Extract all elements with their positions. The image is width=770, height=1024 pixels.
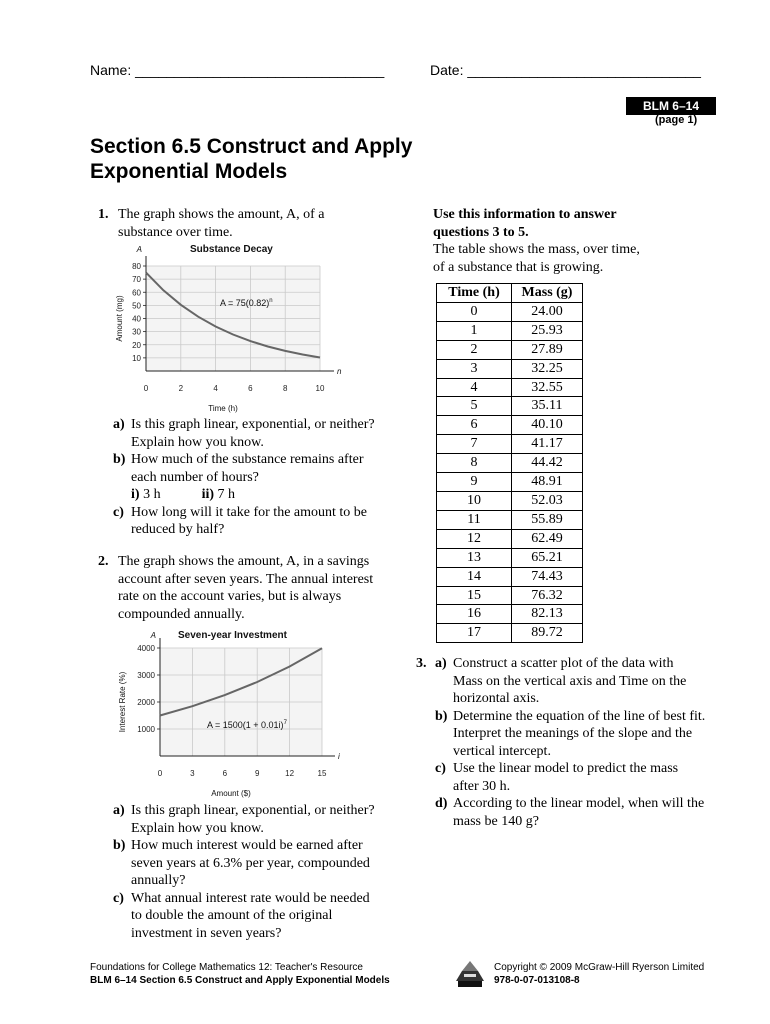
y-tick-label: 2000 (137, 698, 155, 707)
time-cell: 2 (437, 340, 512, 359)
y-axis-letter: A (150, 631, 156, 640)
x-tick-label: 8 (282, 384, 288, 393)
mass-cell: 44.42 (512, 454, 583, 473)
x-tick-label: 2 (178, 384, 184, 393)
mass-cell: 48.91 (512, 473, 583, 492)
mass-cell: 82.13 (512, 605, 583, 624)
column-header-mass: Mass (g) (512, 284, 583, 303)
time-cell: 10 (437, 491, 512, 510)
info-text-2: of a substance that is growing. (433, 259, 604, 275)
footer-book-title: Foundations for College Mathematics 12: Teacher's Resource (90, 962, 363, 973)
time-cell: 0 (437, 302, 512, 321)
y-tick-label: 1000 (137, 725, 155, 734)
table-row (437, 548, 583, 567)
equation-label (220, 298, 273, 308)
footer-blm-title: BLM 6–14 Section 6.5 Construct and Apply Exponential Models (90, 975, 390, 986)
table-row (437, 435, 583, 454)
table-row (437, 359, 583, 378)
time-cell: 4 (437, 378, 512, 397)
time-cell: 15 (437, 586, 512, 605)
equation-base: A = 1500(1 + 0.01i) (207, 720, 284, 730)
mass-cell: 89.72 (512, 624, 583, 643)
y-tick-label: 50 (132, 301, 141, 311)
question-1 (98, 206, 378, 241)
q1b-ii-text: 7 h (217, 487, 236, 502)
info-heading-1: Use this information to answer (433, 207, 617, 222)
table-row (437, 529, 583, 548)
mass-cell: 40.10 (512, 416, 583, 435)
time-cell: 17 (437, 624, 512, 643)
table-row (437, 340, 583, 359)
question-1-number: 1. (98, 207, 109, 222)
table-row (437, 491, 583, 510)
time-cell: 9 (437, 473, 512, 492)
q1b-ii-label: ii) (201, 487, 215, 502)
question-1-text: The graph shows the amount, A, of a substance over time. (118, 207, 325, 240)
mass-cell: 27.89 (512, 340, 583, 359)
x-tick-label: 3 (190, 769, 195, 778)
question-2 (98, 553, 378, 623)
q3b-label: b) (435, 708, 448, 724)
info-block (433, 206, 693, 276)
time-cell: 11 (437, 510, 512, 529)
q3c-text: Use the linear model to predict the mass after 30 h. (453, 761, 679, 794)
time-cell: 3 (437, 359, 512, 378)
title-line-2: Exponential Models (90, 160, 288, 183)
q3a-text: Construct a scatter plot of the data with Mass on the vertical axis and Time on the horizontal axis. (453, 656, 687, 706)
q3d-text: According to the linear model, when will the mass be 140 g? (453, 796, 705, 829)
mass-cell: 32.25 (512, 359, 583, 378)
x-tick-label: 6 (248, 384, 253, 393)
q2a-label: a) (113, 803, 125, 818)
y-tick-label: 80 (132, 262, 141, 271)
table-row (437, 586, 583, 605)
time-cell: 5 (437, 397, 512, 416)
substance-decay-chart (100, 238, 360, 416)
question-1-parts (113, 416, 378, 539)
chart-title: Seven-year Investment (178, 630, 287, 641)
info-text-1: The table shows the mass, over time, (433, 242, 640, 257)
time-cell: 14 (437, 567, 512, 586)
table-row (437, 378, 583, 397)
x-axis-letter: n (337, 367, 342, 376)
q1b-text: How much of the substance remains after each number of hours? (131, 452, 364, 485)
q2b-text: How much interest would be earned after seven years at 6.3% per year, compounded annually? (131, 838, 370, 888)
table-row (437, 473, 583, 492)
equation-exponent: 7 (283, 720, 287, 726)
x-axis-letter: i (338, 752, 340, 761)
table-row (437, 397, 583, 416)
x-axis-label: Amount ($) (211, 789, 251, 798)
q1a-text: Is this graph linear, exponential, or neither? Explain how you know. (131, 417, 375, 450)
q3a-label: a) (435, 656, 447, 671)
mass-cell: 55.89 (512, 510, 583, 529)
blm-badge: BLM 6–14 (626, 97, 716, 115)
mass-cell: 32.55 (512, 378, 583, 397)
table-row (437, 624, 583, 643)
mass-cell: 24.00 (512, 302, 583, 321)
q3c-label: c) (435, 761, 446, 776)
mass-cell: 65.21 (512, 548, 583, 567)
y-tick-label: 40 (132, 314, 141, 324)
page-number: (page 1) (655, 114, 698, 126)
x-tick-label: 6 (222, 769, 228, 778)
x-tick-label: 10 (315, 384, 325, 393)
y-tick-label: 70 (132, 275, 141, 285)
q3b-text: Determine the equation of the line of best fit. Interpret the meanings of the slope and the vertical intercept. (453, 708, 706, 759)
question-3 (416, 655, 706, 830)
table-row (437, 302, 583, 321)
time-cell: 13 (437, 548, 512, 567)
seven-year-investment-chart (100, 624, 360, 800)
x-axis-label: Time (h) (208, 404, 238, 413)
title-line-1: Section 6.5 Construct and Apply (90, 135, 413, 158)
mass-cell: 25.93 (512, 321, 583, 340)
x-tick-label: 12 (285, 769, 295, 778)
q2c-label: c) (113, 890, 124, 906)
table-row (437, 454, 583, 473)
footer-isbn: 978-0-07-013108-8 (494, 975, 580, 986)
q1a-label: a) (113, 417, 125, 432)
q2c-text: What annual interest rate would be needed to double the amount of the original investment in seven years? (131, 890, 370, 941)
mass-table (436, 283, 583, 643)
time-cell: 1 (437, 321, 512, 340)
q1c-label: c) (113, 504, 124, 520)
q2a-text: Is this graph linear, exponential, or neither? Explain how you know. (131, 803, 375, 836)
mass-cell: 74.43 (512, 567, 583, 586)
question-2-number: 2. (98, 554, 109, 569)
x-tick-label: 4 (213, 384, 218, 393)
time-cell: 8 (437, 454, 512, 473)
q2b-label: b) (113, 838, 126, 853)
y-axis-label: Interest Rate (%) (118, 671, 127, 733)
y-axis-letter: A (136, 245, 142, 254)
page-title (90, 134, 412, 184)
time-cell: 12 (437, 529, 512, 548)
chart-title: Substance Decay (190, 244, 273, 255)
q3d-label: d) (435, 796, 448, 811)
x-tick-label: 9 (254, 769, 260, 778)
footer-copyright: Copyright © 2009 McGraw-Hill Ryerson Limited (494, 962, 705, 973)
table-row (437, 605, 583, 624)
y-tick-label: 60 (132, 288, 141, 298)
time-cell: 6 (437, 416, 512, 435)
table-row (437, 567, 583, 586)
y-tick-label: 30 (132, 327, 141, 337)
y-tick-label: 10 (132, 353, 141, 363)
q1b-i-text: 3 h (143, 487, 161, 502)
table-row (437, 321, 583, 340)
date-field-label: Date: ______________________________ (430, 62, 701, 78)
column-header-time: Time (h) (437, 284, 512, 303)
mass-cell: 35.11 (512, 397, 583, 416)
time-cell: 7 (437, 435, 512, 454)
question-3-number: 3. (416, 656, 427, 671)
y-tick-label: 20 (132, 340, 141, 350)
x-tick-label: 15 (317, 769, 327, 778)
table-row (437, 416, 583, 435)
mass-cell: 76.32 (512, 586, 583, 605)
q1b-label: b) (113, 452, 126, 467)
name-field-label: Name: ________________________________ (90, 62, 385, 78)
info-heading-2: questions 3 to 5. (433, 224, 529, 240)
y-axis-label: Amount (mg) (115, 295, 124, 342)
q1b-i-label: i) (131, 487, 140, 502)
y-tick-label: 3000 (137, 671, 155, 680)
equation-exponent: n (269, 298, 273, 304)
publisher-logo-icon (452, 957, 488, 991)
mass-cell: 41.17 (512, 435, 583, 454)
table-header-row (437, 284, 583, 303)
q1c-text: How long will it take for the amount to be reduced by half? (131, 504, 368, 537)
equation-label (207, 720, 288, 730)
question-2-parts (113, 802, 378, 942)
equation-base: A = 75(0.82) (220, 298, 270, 308)
time-cell: 16 (437, 605, 512, 624)
question-2-text: The graph shows the amount, A, in a savings account after seven years. The annual interest rate on the account varies, but is always compounded annually. (118, 554, 374, 622)
y-tick-label: 4000 (137, 644, 155, 653)
mass-cell: 62.49 (512, 529, 583, 548)
mass-cell: 52.03 (512, 491, 583, 510)
table-row (437, 510, 583, 529)
x-tick-label: 0 (143, 384, 149, 393)
x-tick-label: 0 (157, 769, 163, 778)
